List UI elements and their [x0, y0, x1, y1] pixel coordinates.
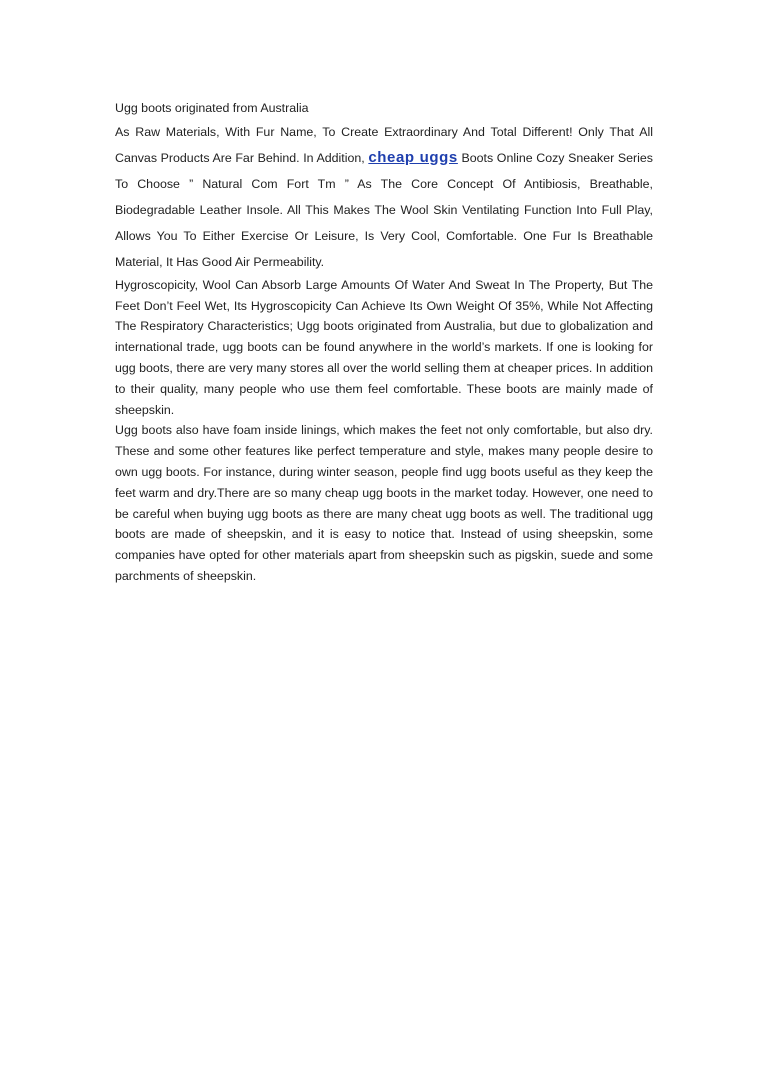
paragraph-intro-end: Boots Online Cozy Sneaker Series To Choose ” Natural Com Fort Tm ” As The Core Concept Of Antibiosis, Breathable, Biodegradable Leather Insole. All This Makes The Wool Skin Ventilating Function Into Full Play, Allows You To Either Exercise Or Leisure, Is Very Cool, Comfortable. One Fur Is Breathable Material, It Has Good Air Permeability.	[115, 150, 653, 269]
paragraph-linings: Ugg boots also have foam inside linings, which makes the feet not only comfortable, but also dry. These and some other features like perfect temperature and style, makes many people desire to own ugg boots. For instance, during winter season, people find ugg boots useful as they keep the feet warm and dry.There are so many cheap ugg boots in the market today. However, one need to be careful when buying ugg boots as there are many cheat ugg boots as well. The traditional ugg boots are made of sheepskin, and it is easy to notice that. Instead of using sheepskin, some companies have opted for other materials apart from sheepskin such as pigskin, suede and some parchments of sheepskin.	[115, 423, 653, 583]
paragraph-intro-start: As Raw Materials, With Fur Name, To Create Extraordinary And Total Different! Only That All Canvas Products Are Far Behind. In Addition,	[115, 124, 653, 165]
paragraph-intro	[115, 119, 653, 275]
document-body	[115, 98, 653, 587]
document-title: Ugg boots originated from Australia	[115, 101, 309, 115]
paragraph-hygroscopicity: Hygroscopicity, Wool Can Absorb Large Amounts Of Water And Sweat In The Property, But The Feet Don’t Feel Wet, Its Hygroscopicity Can Achieve Its Own Weight Of 35%, While Not Affecting The Respiratory Characteristics; Ugg boots originated from Australia, but due to globalization and international trade, ugg boots can be found anywhere in the world’s markets. If one is looking for ugg boots, there are very many stores all over the world selling them at cheaper prices. In addition to their quality, many people who use them feel comfortable. These boots are mainly made of sheepskin.	[115, 277, 653, 417]
cheap-uggs-link[interactable]: cheap uggs	[368, 148, 458, 166]
